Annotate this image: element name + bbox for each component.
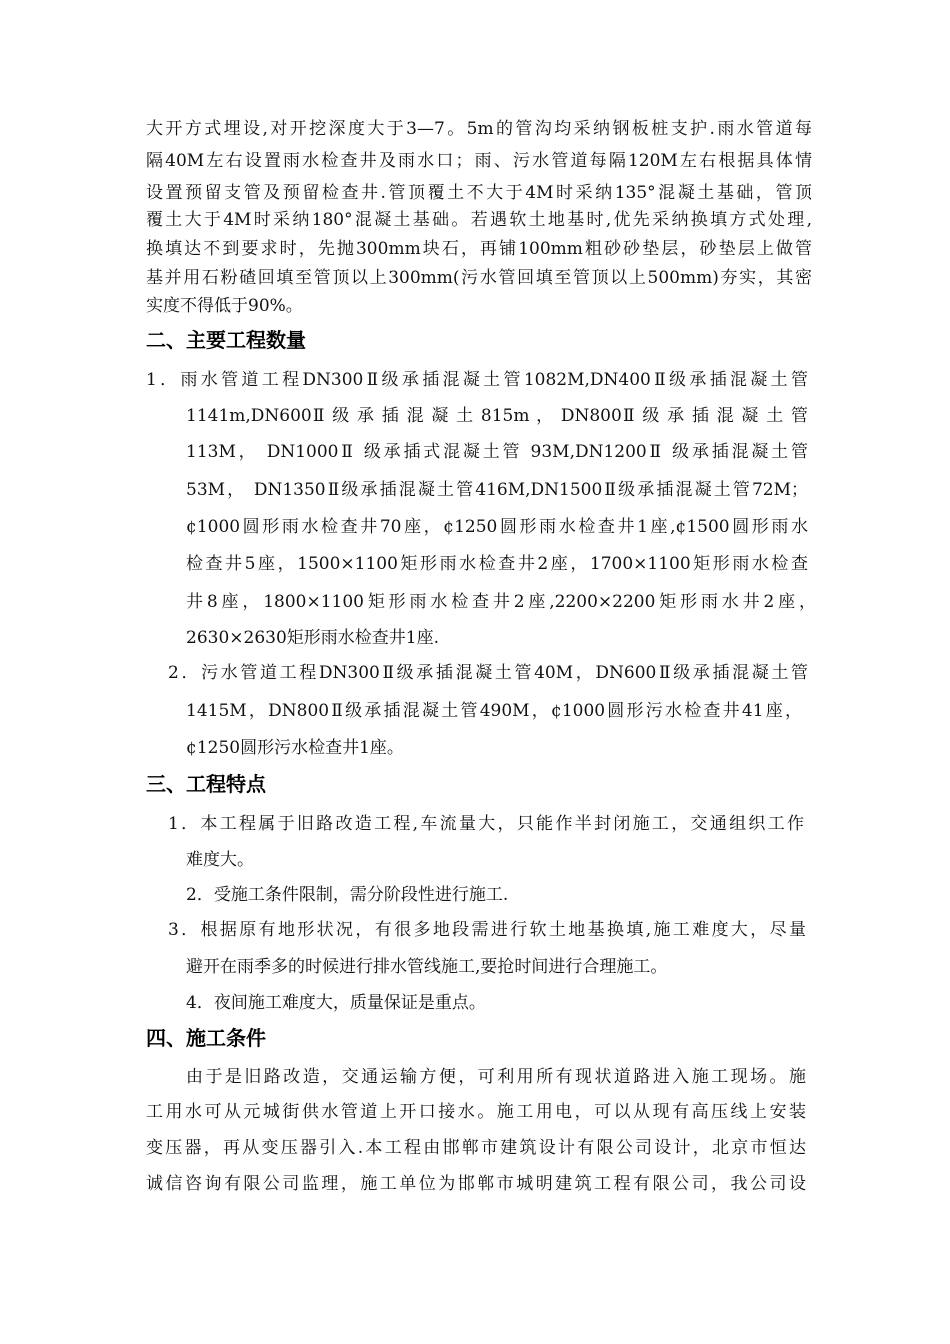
s2-item1-line-1: 1．雨水管道工程DN300Ⅱ级承插混凝土管1082M,DN400Ⅱ级承插混凝土管 xyxy=(146,370,808,390)
intro-line-1: 大开方式埋设,对开挖深度大于3—7。5m的管沟均采纳钢板桩支护.雨水管道每 xyxy=(146,119,812,139)
s3-line-5: 避开在雨季多的时候进行排水管线施工,要抢时间进行合理施工。 xyxy=(186,957,668,977)
s3-line-2: 难度大。 xyxy=(186,850,254,870)
intro-line-5: 换填达不到要求时，先抛300mm块石，再铺100mm粗砂砂垫层，砂垫层上做管 xyxy=(146,239,812,259)
section-heading-3: 三、工程特点 xyxy=(146,772,266,796)
s4-line-2: 工用水可从元城街供水管道上开口接水。施工用电，可以从现有高压线上安装 xyxy=(146,1102,806,1122)
s2-item1-line-3: 113M， DN1000Ⅱ 级承插式混凝土管 93M,DN1200Ⅱ 级承插混凝土管 xyxy=(186,442,808,462)
s4-line-1: 由于是旧路改造，交通运输方便，可利用所有现状道路进入施工现场。施 xyxy=(186,1067,806,1087)
s3-line-1: 1．本工程属于旧路改造工程,车流量大，只能作半封闭施工，交通组织工作 xyxy=(168,814,804,834)
s4-line-3: 变压器，再从变压器引入.本工程由邯郸市建筑设计有限公司设计，北京市恒达 xyxy=(146,1138,806,1158)
s2-item1-line-8: 2630×2630矩形雨水检查井1座. xyxy=(186,628,439,648)
section-heading-4: 四、施工条件 xyxy=(146,1026,266,1050)
s3-line-4: 3．根据原有地形状况，有很多地段需进行软土地基换填,施工难度大，尽量 xyxy=(168,920,806,940)
s2-item1-line-7: 井8座，1800×1100矩形雨水检查井2座,2200×2200矩形雨水井2座， xyxy=(186,592,816,612)
s3-line-3: 2．受施工条件限制，需分阶段性进行施工. xyxy=(186,885,509,905)
s2-item2-line-1: 2．污水管道工程DN300Ⅱ级承插混凝土管40M，DN600Ⅱ级承插混凝土管 xyxy=(168,663,808,683)
section-heading-2: 二、主要工程数量 xyxy=(146,328,306,352)
intro-line-6: 基并用石粉碴回填至管顶以上300mm(污水管回填至管顶以上500mm)夯实，其密 xyxy=(146,268,812,288)
s2-item1-line-2: 1141m,DN600Ⅱ 级 承 插 混 凝 土 815m ， DN800Ⅱ 级 承 插 混 凝 土 管 xyxy=(186,406,808,426)
s2-item2-line-3: ¢1250圆形污水检查井1座。 xyxy=(186,738,404,758)
intro-line-2: 隔40M左右设置雨水检查井及雨水口；雨、污水管道每隔120M左右根据具体情 xyxy=(146,151,812,171)
s2-item1-line-5: ¢1000圆形雨水检查井70座，¢1250圆形雨水检查井1座,¢1500圆形雨水 xyxy=(186,517,808,537)
s4-line-4: 诚信咨询有限公司监理，施工单位为邯郸市城明建筑工程有限公司，我公司设 xyxy=(146,1174,806,1194)
s3-line-6: 4．夜间施工难度大，质量保证是重点。 xyxy=(186,993,486,1013)
intro-line-7: 实度不得低于90%。 xyxy=(146,296,303,316)
s2-item1-line-6: 检查井5座，1500×1100矩形雨水检查井2座，1700×1100矩形雨水检查 xyxy=(186,554,808,574)
s2-item2-line-2: 1415M，DN800Ⅱ级承插混凝土管490M，¢1000圆形污水检查井41座， xyxy=(186,701,802,721)
intro-line-3: 设置预留支管及预留检查井.管顶覆土不大于4M时采纳135°混凝土基础，管顶 xyxy=(146,183,812,203)
intro-line-4: 覆土大于4M时采纳180°混凝土基础。若遇软土地基时,优先采纳换填方式处理, xyxy=(146,210,812,230)
s2-item1-line-4: 53M， DN1350Ⅱ级承插混凝土管416M,DN1500Ⅱ级承插混凝土管72M； xyxy=(186,480,808,500)
